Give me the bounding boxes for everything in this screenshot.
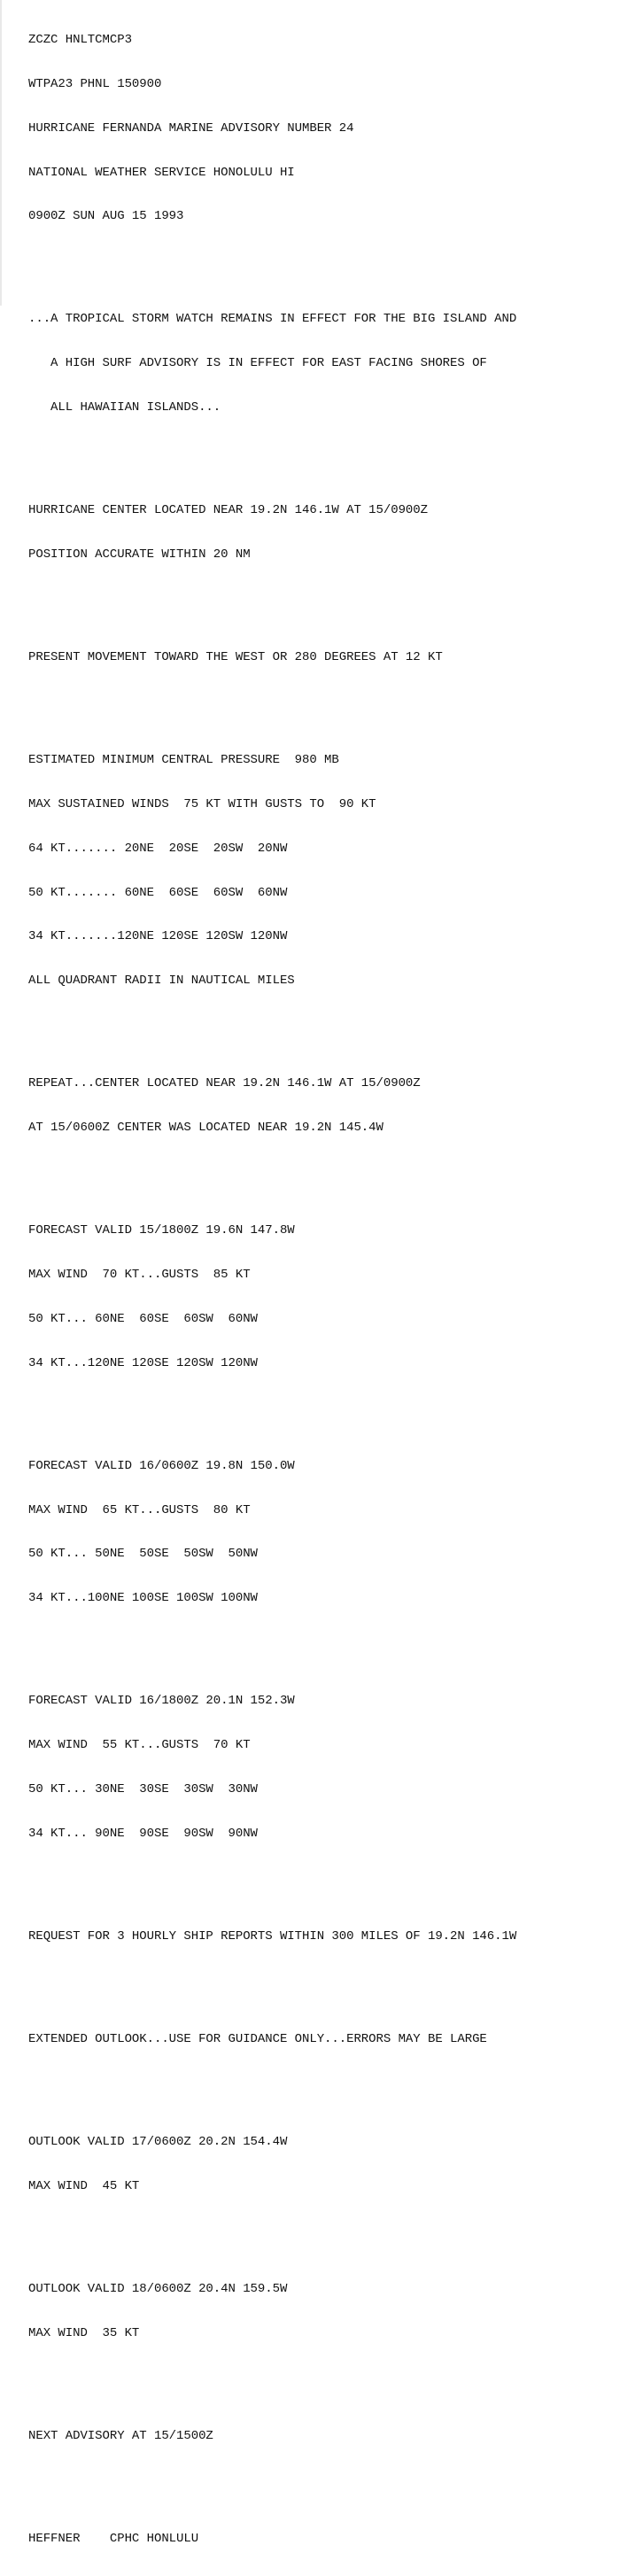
headline-line-3: ALL HAWAIIAN ISLANDS...: [28, 400, 221, 415]
spacer: [28, 2473, 639, 2488]
spacer: [28, 694, 639, 710]
max-sustained-winds: MAX SUSTAINED WINDS 75 KT WITH GUSTS TO 90 KT: [28, 797, 376, 812]
outlook-2-valid: OUTLOOK VALID 18/0600Z 20.4N 159.5W: [28, 2282, 288, 2297]
spacer: [28, 2076, 639, 2091]
spacer: [28, 1974, 639, 1989]
repeat-line-2: AT 15/0600Z CENTER WAS LOCATED NEAR 19.2N 145.4W: [28, 1121, 383, 1136]
center-location: HURRICANE CENTER LOCATED NEAR 19.2N 146.1W AT 15/0900Z: [28, 503, 428, 518]
page-edge-rule: [0, 0, 2, 306]
forecast-2-wind: MAX WIND 65 KT...GUSTS 80 KT: [28, 1502, 251, 1517]
issue-time: 0900Z SUN AUG 15 1993: [28, 209, 184, 224]
extended-outlook-note: EXTENDED OUTLOOK...USE FOR GUIDANCE ONLY...ERRORS MAY BE LARGE: [28, 2031, 487, 2046]
radii-note: ALL QUADRANT RADII IN NAUTICAL MILES: [28, 974, 295, 989]
spacer: [28, 253, 639, 268]
forecast-3-radii-34kt: 34 KT... 90NE 90SE 90SW 90NW: [28, 1826, 258, 1841]
radii-64kt: 64 KT....... 20NE 20SE 20SW 20NW: [28, 841, 288, 856]
spacer: [28, 1018, 639, 1033]
spacer: [28, 2370, 639, 2386]
outlook-1-valid: OUTLOOK VALID 17/0600Z 20.2N 154.4W: [28, 2135, 288, 2150]
forecast-3-radii-50kt: 50 KT... 30NE 30SE 30SW 30NW: [28, 1781, 258, 1796]
forecast-2-radii-50kt: 50 KT... 50NE 50SE 50SW 50NW: [28, 1547, 258, 1562]
radii-34kt: 34 KT.......120NE 120SE 120SW 120NW: [28, 929, 288, 944]
spacer: [28, 592, 639, 607]
headline-line-1: ...A TROPICAL STORM WATCH REMAINS IN EFFECT FOR THE BIG ISLAND AND: [28, 312, 517, 327]
advisory-title: HURRICANE FERNANDA MARINE ADVISORY NUMBER 24: [28, 120, 354, 136]
forecast-1-wind: MAX WIND 70 KT...GUSTS 85 KT: [28, 1268, 251, 1283]
repeat-line-1: REPEAT...CENTER LOCATED NEAR 19.2N 146.1W AT 15/0900Z: [28, 1076, 421, 1091]
spacer: [28, 1165, 639, 1180]
outlook-2-wind: MAX WIND 35 KT: [28, 2325, 140, 2340]
forecast-1-radii-50kt: 50 KT... 60NE 60SE 60SW 60NW: [28, 1311, 258, 1326]
forecast-3-wind: MAX WIND 55 KT...GUSTS 70 KT: [28, 1738, 251, 1753]
spacer: [28, 1635, 639, 1650]
forecaster-signature: HEFFNER CPHC HONLULU: [28, 2532, 199, 2547]
header-line-2: WTPA23 PHNL 150900: [28, 76, 162, 91]
headline-line-2: A HIGH SURF ADVISORY IS IN EFFECT FOR EAST FACING SHORES OF: [28, 356, 487, 371]
issuing-office: NATIONAL WEATHER SERVICE HONOLULU HI: [28, 165, 295, 180]
header-line-1: ZCZC HNLTCMCP3: [28, 33, 132, 48]
central-pressure: ESTIMATED MINIMUM CENTRAL PRESSURE 980 MB: [28, 753, 339, 768]
forecast-2-radii-34kt: 34 KT...100NE 100SE 100SW 100NW: [28, 1591, 258, 1606]
outlook-1-wind: MAX WIND 45 KT: [28, 2178, 140, 2193]
forecast-3-valid: FORECAST VALID 16/1800Z 20.1N 152.3W: [28, 1694, 295, 1709]
forecast-1-valid: FORECAST VALID 15/1800Z 19.6N 147.8W: [28, 1223, 295, 1238]
next-advisory: NEXT ADVISORY AT 15/1500Z: [28, 2428, 213, 2443]
spacer: [28, 1400, 639, 1415]
spacer: [28, 1870, 639, 1885]
position-accuracy: POSITION ACCURATE WITHIN 20 NM: [28, 547, 251, 562]
ship-report-request: REQUEST FOR 3 HOURLY SHIP REPORTS WITHIN 300 MILES OF 19.2N 146.1W: [28, 1928, 517, 1944]
spacer: [28, 445, 639, 460]
forecast-1-radii-34kt: 34 KT...120NE 120SE 120SW 120NW: [28, 1355, 258, 1370]
present-movement: PRESENT MOVEMENT TOWARD THE WEST OR 280 DEGREES AT 12 KT: [28, 650, 443, 665]
radii-50kt: 50 KT....... 60NE 60SE 60SW 60NW: [28, 885, 288, 900]
forecast-2-valid: FORECAST VALID 16/0600Z 19.8N 150.0W: [28, 1458, 295, 1473]
advisory-text: [28, 4, 639, 2576]
spacer: [28, 2223, 639, 2238]
